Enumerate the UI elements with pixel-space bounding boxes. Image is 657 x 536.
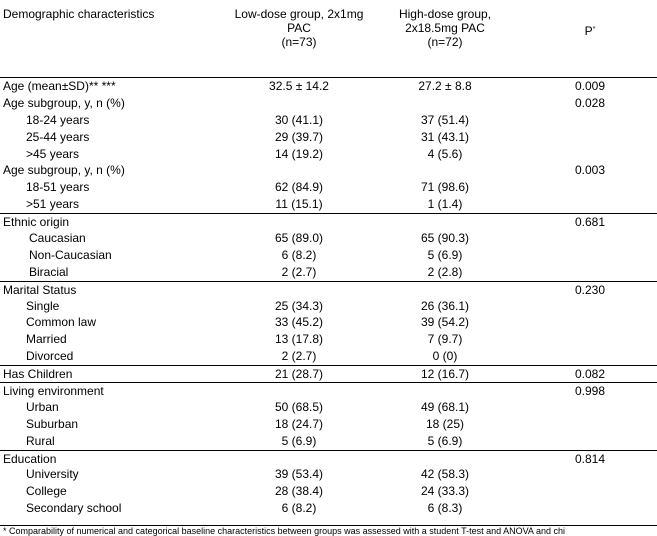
table-row [0, 298, 657, 315]
row-label: 18-51 years [26, 180, 90, 195]
table-row [0, 483, 657, 500]
low-dose-value: 33 (45.2) [274, 315, 324, 330]
high-dose-value: 1 (1.4) [427, 197, 463, 212]
row-label: University [26, 467, 79, 482]
row-label: Age subgroup, y, n (%) [3, 95, 125, 110]
table-row [0, 247, 657, 264]
row-label: Rural [26, 433, 55, 448]
table-row [0, 281, 657, 298]
header-high-dose-group: High-dose group, 2x18.5mg PAC (n=72) [398, 7, 492, 49]
p-value: 0.998 [574, 384, 606, 399]
table-row [0, 162, 657, 179]
high-dose-value: 39 (54.2) [420, 315, 470, 330]
low-dose-value: 28 (38.4) [274, 484, 324, 499]
table-row [0, 129, 657, 146]
row-label: 18-24 years [26, 112, 90, 127]
row-label: Divorced [26, 349, 74, 364]
table-row [0, 196, 657, 213]
row-label: Biracial [29, 264, 69, 279]
p-value: 0.814 [574, 451, 606, 466]
table-row [0, 112, 657, 129]
high-dose-value: 65 (90.3) [420, 231, 470, 246]
low-dose-value: 65 (89.0) [274, 231, 324, 246]
table-row [0, 365, 657, 382]
p-value: 0.681 [574, 215, 606, 230]
table-row [0, 213, 657, 230]
header-p-value [540, 24, 640, 38]
high-dose-value: 37 (51.4) [420, 112, 470, 127]
table-row [0, 399, 657, 416]
row-label: >45 years [26, 146, 80, 161]
high-dose-value: 4 (5.6) [427, 146, 463, 161]
header-low-dose-group: Low-dose group, 2x1mg PAC (n=73) [234, 7, 364, 49]
row-label: 25-44 years [26, 129, 90, 144]
high-dose-value: 12 (16.7) [420, 367, 470, 382]
low-dose-value: 14 (19.2) [274, 146, 324, 161]
table-row [0, 500, 657, 517]
header-p-label: P [584, 24, 593, 38]
high-dose-value: 71 (98.6) [420, 180, 470, 195]
p-value: 0.009 [574, 79, 606, 93]
row-label: Ethnic origin [3, 215, 70, 230]
row-label: Has Children [3, 367, 73, 382]
table-row [0, 264, 657, 281]
table-header [0, 0, 657, 79]
table-row [0, 416, 657, 433]
row-label: Age (mean±SD)** *** [3, 79, 116, 93]
low-dose-value: 2 (2.7) [281, 349, 317, 364]
table-row [0, 450, 657, 467]
low-dose-value: 6 (8.2) [281, 501, 317, 516]
high-dose-value: 49 (68.1) [420, 399, 470, 414]
high-dose-value: 31 (43.1) [420, 129, 470, 144]
low-dose-value: 5 (6.9) [281, 433, 317, 448]
table-row [0, 314, 657, 331]
low-dose-value: 11 (15.1) [275, 197, 323, 212]
low-dose-value: 50 (68.5) [274, 399, 324, 414]
header-demographic-characteristics: Demographic characteristics [3, 7, 155, 21]
row-label: Age subgroup, y, n (%) [3, 163, 125, 178]
table-row [0, 348, 657, 365]
low-dose-value: 21 (28.7) [274, 367, 324, 382]
high-dose-value: 18 (25) [425, 416, 465, 431]
row-label: Single [26, 298, 60, 313]
row-label: Caucasian [29, 231, 86, 246]
row-label: Married [26, 332, 67, 347]
high-dose-value: 26 (36.1) [420, 298, 470, 313]
row-label: Common law [26, 315, 97, 330]
table-row [0, 78, 657, 95]
table-row [0, 230, 657, 247]
table-row [0, 146, 657, 163]
table-row [0, 382, 657, 399]
low-dose-value: 6 (8.2) [281, 247, 317, 262]
row-label: Suburban [26, 416, 79, 431]
low-dose-value: 29 (39.7) [274, 129, 324, 144]
table-row [0, 179, 657, 196]
high-dose-value: 5 (6.9) [427, 247, 463, 262]
low-dose-value: 32.5 ± 14.2 [269, 79, 329, 93]
row-label: Education [3, 451, 57, 466]
low-dose-value: 62 (84.9) [274, 180, 324, 195]
row-label: Living environment [3, 384, 104, 399]
low-dose-value: 18 (24.7) [274, 416, 324, 431]
high-dose-value: 24 (33.3) [420, 484, 470, 499]
low-dose-value: 13 (17.8) [274, 332, 324, 347]
table-row [0, 466, 657, 483]
high-dose-value: 2 (2.8) [427, 264, 463, 279]
low-dose-value: 30 (41.1) [274, 112, 324, 127]
p-value: 0.028 [574, 95, 606, 110]
row-label: Secondary school [26, 501, 122, 516]
row-label: Urban [26, 399, 59, 414]
high-dose-value: 27.2 ± 8.8 [418, 79, 472, 93]
row-label: Marital Status [3, 282, 77, 297]
high-dose-value: 42 (58.3) [420, 467, 470, 482]
p-value: 0.082 [574, 367, 606, 382]
p-value: 0.230 [574, 282, 606, 297]
low-dose-value: 25 (34.3) [274, 298, 324, 313]
row-label: Non-Caucasian [29, 247, 112, 262]
table-row [0, 95, 657, 112]
high-dose-value: 6 (8.3) [427, 501, 463, 516]
high-dose-value: 7 (9.7) [427, 332, 463, 347]
low-dose-value: 2 (2.7) [281, 264, 317, 279]
table-body [0, 78, 657, 517]
low-dose-value: 39 (53.4) [274, 467, 324, 482]
row-label: >51 years [26, 197, 80, 212]
table-row [0, 433, 657, 450]
header-p-footnote-mark: * [592, 26, 596, 33]
high-dose-value: 5 (6.9) [427, 433, 463, 448]
row-label: College [26, 484, 67, 499]
footnote: * Comparability of numerical and categorical baseline characteristics between groups was assessed with a student T-test and ANOVA and chi [3, 526, 565, 536]
p-value: 0.003 [574, 163, 606, 178]
high-dose-value: 0 (0) [432, 349, 458, 364]
table-row [0, 331, 657, 348]
